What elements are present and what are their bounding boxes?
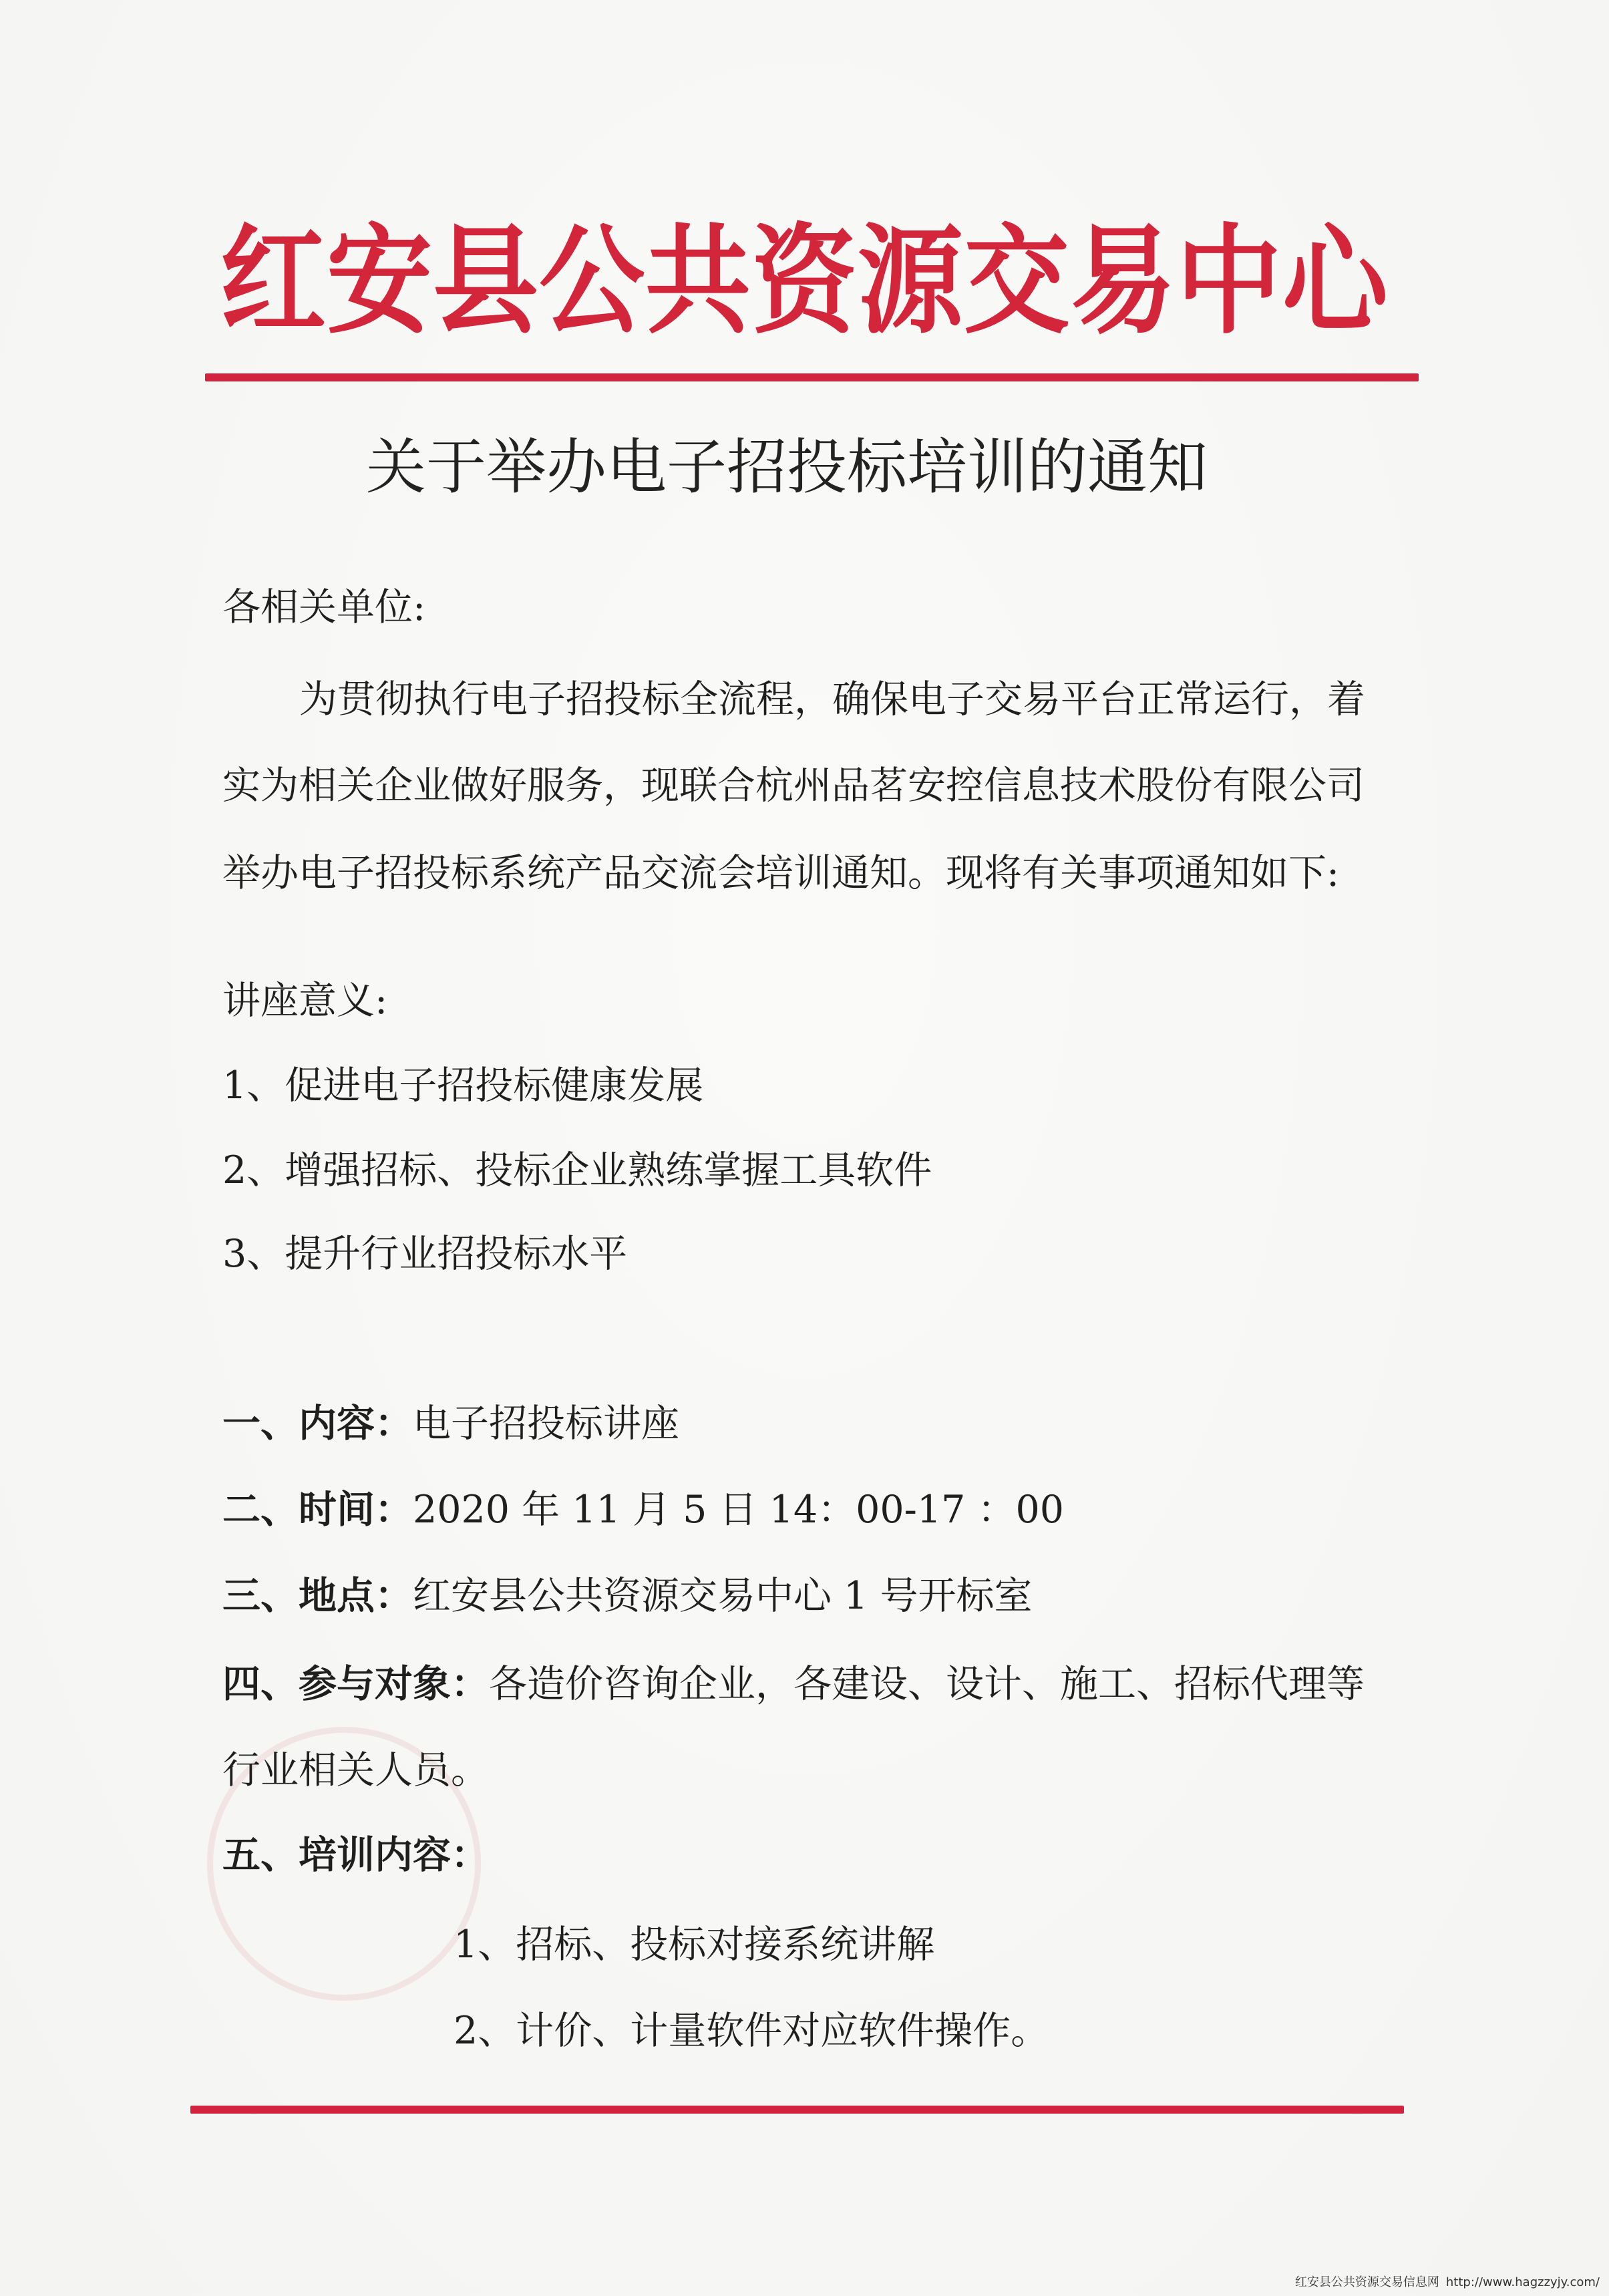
training-item-1: 1、招标、投标对接系统讲解 [454,1923,935,1967]
section-location [222,1574,1033,1618]
training-item-2: 2、计价、计量软件对应软件操作。 [454,2009,1049,2053]
section-training-content [222,1833,489,1877]
intro-line-2: 实为相关企业做好服务，现联合杭州品茗安控信息技术股份有限公司 [222,764,1365,808]
source-watermark-footer [1295,2276,1600,2289]
footer-site-name: 红安县公共资源交易信息网 [1294,2275,1439,2289]
issuing-organization-header: 红安县公共资源交易中心 [220,212,1389,351]
footer-url: http://www.hagzzyjy.com/ [1445,2275,1600,2289]
significance-item-2: 2、增强招标、投标企业熟练掌握工具软件 [222,1148,932,1192]
significance-heading: 讲座意义: [222,979,388,1023]
significance-item-3: 3、提升行业招投标水平 [222,1232,628,1276]
section-content-value: 电子招投标讲座 [413,1402,679,1446]
section-content-label: 一、内容： [222,1402,413,1446]
significance-item-1: 1、促进电子招投标健康发展 [222,1063,704,1108]
header-red-rule [205,373,1419,381]
section-training-label: 五、培训内容： [222,1833,489,1877]
document-title: 关于举办电子招投标培训的通知 [366,432,1208,502]
section-participants [222,1662,1365,1706]
salutation: 各相关单位: [222,585,426,629]
section-participants-continuation: 行业相关人员。 [222,1748,489,1792]
section-time-value: 2020 年 11 月 5 日 14：00-17 ：00 [413,1488,1065,1532]
section-location-label: 三、地点： [222,1574,413,1618]
section-time [222,1488,1065,1532]
intro-line-3: 举办电子招投标系统产品交流会培训通知。现将有关事项通知如下: [222,851,1340,895]
section-participants-label: 四、参与对象： [222,1662,489,1706]
section-content [222,1402,679,1446]
section-participants-value: 各造价咨询企业，各建设、设计、施工、招标代理等 [489,1662,1365,1706]
section-location-value: 红安县公共资源交易中心 1 号开标室 [413,1574,1033,1618]
intro-line-1: 为贯彻执行电子招投标全流程，确保电子交易平台正常运行，着 [299,677,1365,721]
section-time-label: 二、时间： [222,1488,413,1532]
footer-red-rule [190,2106,1404,2114]
